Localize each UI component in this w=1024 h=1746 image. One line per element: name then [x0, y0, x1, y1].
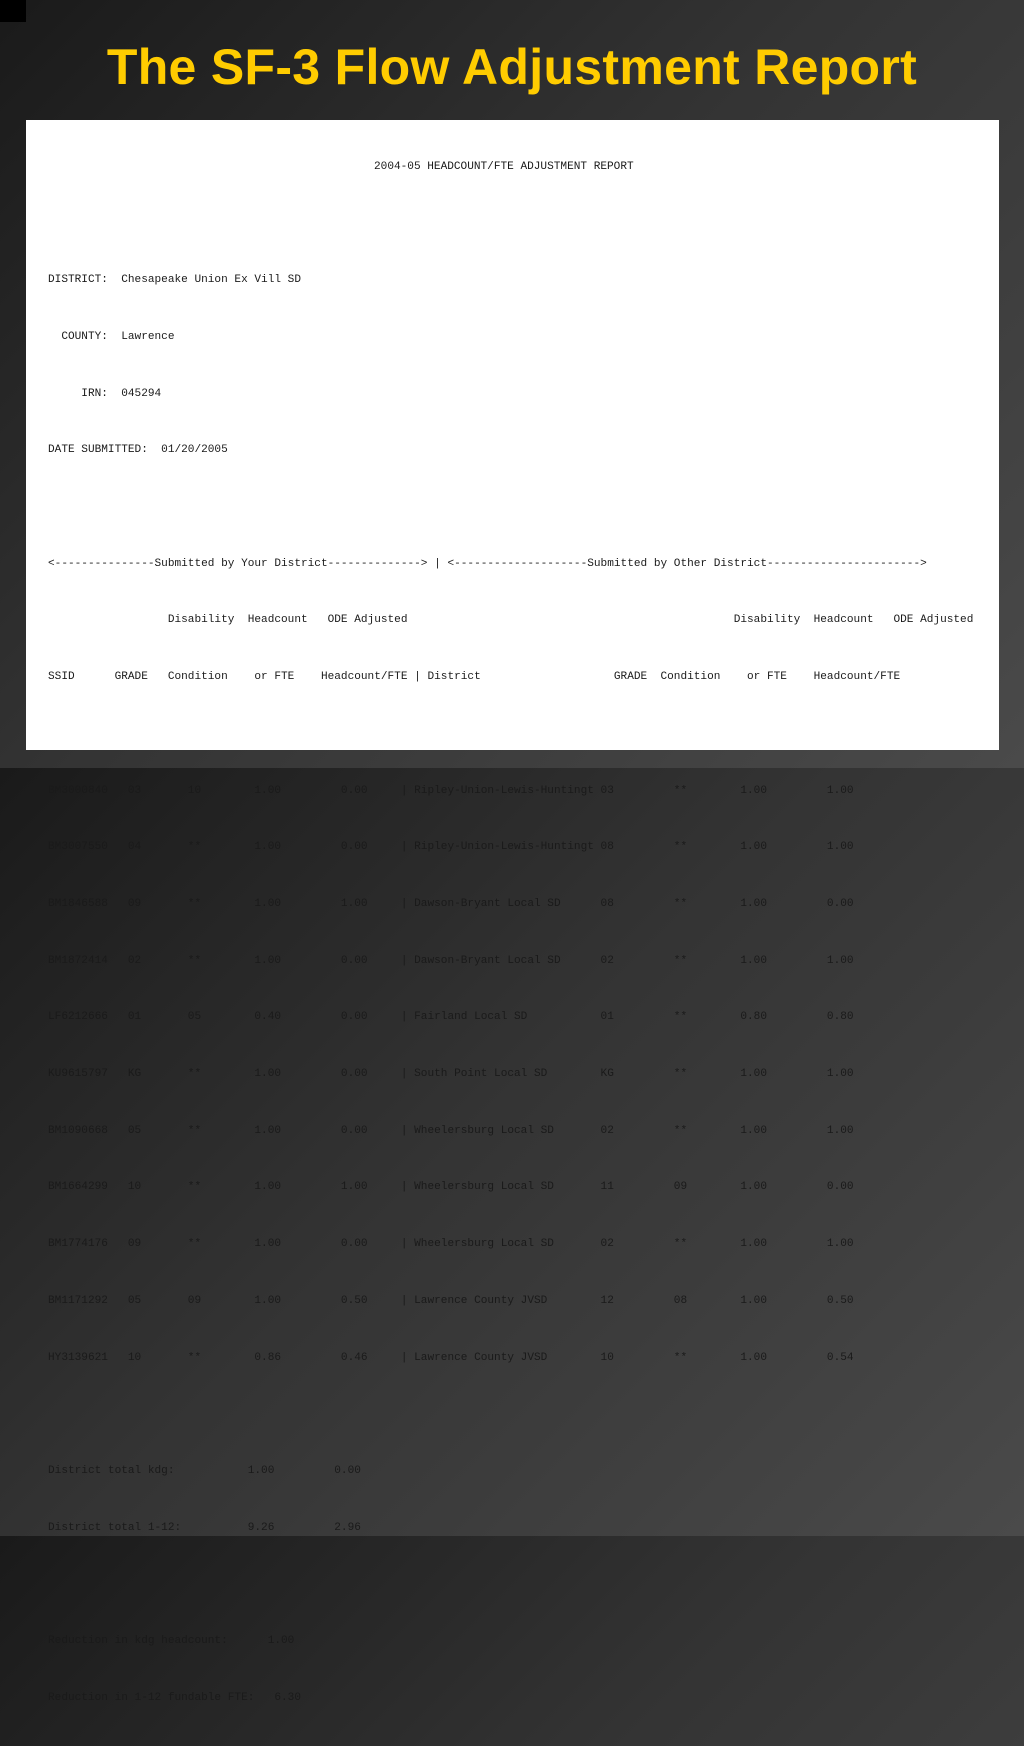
reduction-kdg-headcount: Reduction in kdg headcount: 1.00 [48, 1635, 295, 1648]
column-header-line-2: SSID GRADE Condition or FTE Headcount/FTE | District GRADE Condition or FTE Headcount/FTE [48, 671, 901, 684]
irn-line: IRN: 045294 [48, 387, 162, 400]
column-header-line-1: Disability Headcount ODE Adjusted Disability Headcount ODE Adjusted [48, 614, 974, 627]
slide-title: The SF-3 Flow Adjustment Report [106, 39, 918, 95]
table-row: BM1664299 10 ** 1.00 1.00 | Wheelersburg Local SD 11 09 1.00 0.00 [48, 1181, 854, 1194]
table-row: BM1171292 05 09 1.00 0.50 | Lawrence County JVSD 12 08 1.00 0.50 [48, 1294, 854, 1307]
report-heading: 2004-05 HEADCOUNT/FTE ADJUSTMENT REPORT [374, 160, 634, 173]
report-text [48, 120, 988, 1746]
table-row: HY3139621 10 ** 0.86 0.46 | Lawrence County JVSD 10 ** 1.00 0.54 [48, 1351, 854, 1364]
table-row: BM3000840 03 10 1.00 0.00 | Ripley-Union-Lewis-Huntingt 03 ** 1.00 1.00 [48, 784, 854, 797]
table-row: BM1774176 09 ** 1.00 0.00 | Wheelersburg Local SD 02 ** 1.00 1.00 [48, 1238, 854, 1251]
date-submitted-line: DATE SUBMITTED: 01/20/2005 [48, 444, 228, 457]
county-line: COUNTY: Lawrence [48, 330, 175, 343]
table-row: BM1846588 09 ** 1.00 1.00 | Dawson-Bryant Local SD 08 ** 1.00 0.00 [48, 897, 854, 910]
corner-mark [0, 0, 26, 22]
report-image [26, 120, 999, 1704]
table-row: BM1090668 05 ** 1.00 0.00 | Wheelersburg Local SD 02 ** 1.00 1.00 [48, 1124, 854, 1137]
district-line: DISTRICT: Chesapeake Union Ex Vill SD [48, 274, 301, 287]
district-total-kdg: District total kdg: 1.00 0.00 [48, 1464, 361, 1477]
district-total-1-12: District total 1-12: 9.26 2.96 [48, 1521, 361, 1534]
table-row: BM1872414 02 ** 1.00 0.00 | Dawson-Bryant Local SD 02 ** 1.00 1.00 [48, 954, 854, 967]
reduction-fundable-fte: Reduction in 1-12 fundable FTE: 6.30 [48, 1691, 301, 1704]
table-row: BM3007550 04 ** 1.00 0.00 | Ripley-Union-Lewis-Huntingt 08 ** 1.00 1.00 [48, 841, 854, 854]
table-row: KU9615797 KG ** 1.00 0.00 | South Point Local SD KG ** 1.00 1.00 [48, 1068, 854, 1081]
column-group-header: <---------------Submitted by Your District--------------> | <--------------------Submitted by Other District-----------------------> [48, 557, 927, 570]
table-row: LF6212666 01 05 0.40 0.00 | Fairland Local SD 01 ** 0.80 0.80 [48, 1011, 854, 1024]
